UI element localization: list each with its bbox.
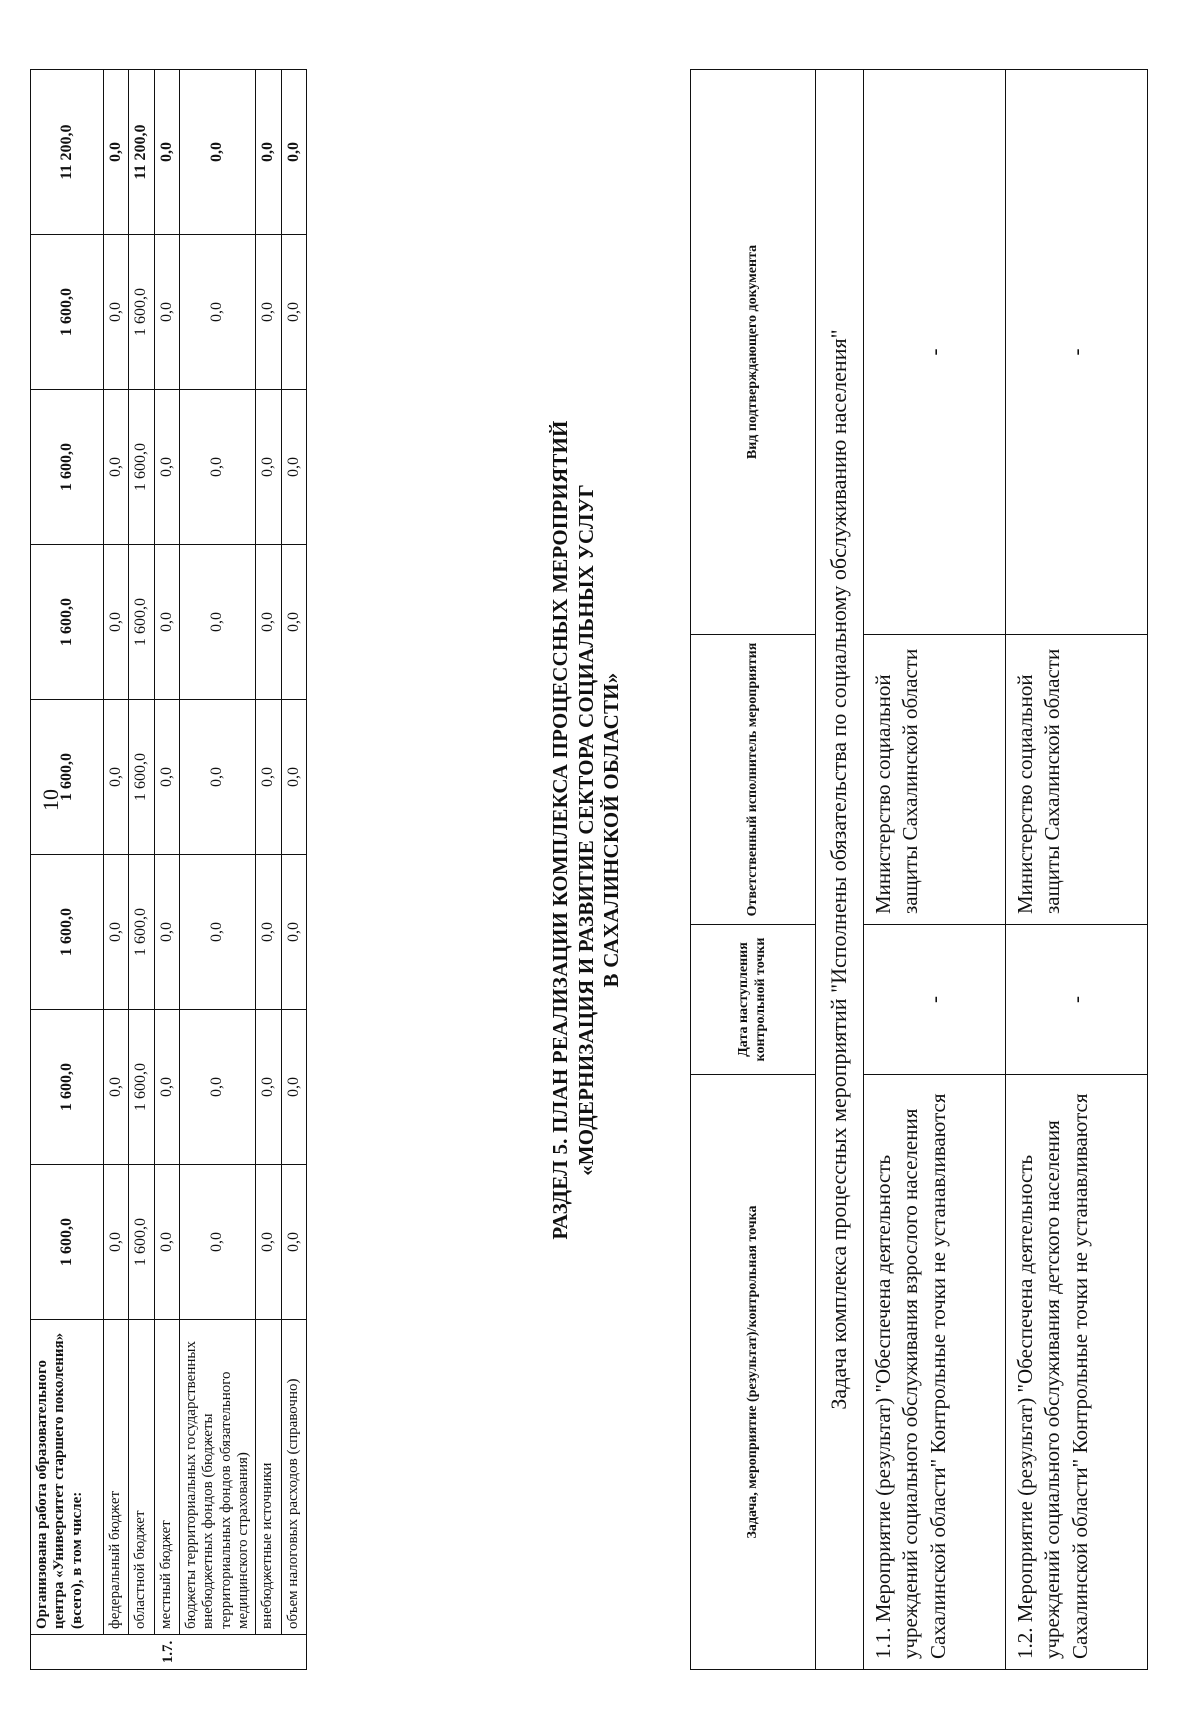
budget-cell: 0,0	[281, 855, 306, 1010]
plan-row	[1006, 70, 1148, 1670]
budget-cell: 1 600,0	[129, 1165, 154, 1320]
budget-cell: 1 600,0	[129, 545, 154, 700]
budget-cell: 0,0	[154, 855, 179, 1010]
budget-cell-total: 0,0	[104, 70, 129, 235]
budget-row-total	[31, 70, 104, 1670]
budget-row-label: областной бюджет	[129, 1320, 154, 1635]
plan-row-document: -	[1006, 70, 1148, 635]
budget-row-label: Организована работа образовательного центра «Университет старшего поколения» (всего), в том числе:	[31, 1320, 104, 1635]
budget-row-label: бюджеты территориальных государственных внебюджетных фондов (бюджеты территориальных фондов обязательного медицинского страхования)	[180, 1320, 256, 1635]
plan-table	[690, 69, 1148, 1670]
budget-cell: 0,0	[104, 1165, 129, 1320]
section-title-line: В САХАЛИНСКОЙ ОБЛАСТИ»	[599, 672, 624, 988]
budget-row-federal	[104, 70, 129, 1670]
budget-cell: 0,0	[256, 700, 281, 855]
plan-row-responsible: Министерство социальной защиты Сахалинской области	[1006, 635, 1148, 925]
budget-row-local	[154, 70, 179, 1670]
budget-cell-total: 0,0	[256, 70, 281, 235]
budget-cell-total: 0,0	[154, 70, 179, 235]
budget-cell-total: 11 200,0	[31, 70, 104, 235]
budget-cell: 0,0	[180, 235, 256, 390]
budget-cell: 1 600,0	[31, 1165, 104, 1320]
budget-cell: 1 600,0	[129, 235, 154, 390]
header-date: Дата наступления контрольной точки	[691, 925, 816, 1075]
budget-cell: 0,0	[104, 855, 129, 1010]
budget-cell: 0,0	[104, 700, 129, 855]
header-responsible: Ответственный исполнитель мероприятия	[691, 635, 816, 925]
budget-cell: 0,0	[256, 545, 281, 700]
budget-row-label: местный бюджет	[154, 1320, 179, 1635]
budget-cell: 0,0	[104, 235, 129, 390]
budget-cell: 0,0	[154, 545, 179, 700]
plan-row-task: 1.2. Мероприятие (результат) "Обеспечена деятельность учреждений социального обслуживания детского населения Сахалинской области" Контрольные точки не устанавливаются	[1006, 1075, 1148, 1670]
budget-row-label: объем налоговых расходов (справочно)	[281, 1320, 306, 1635]
budget-cell: 0,0	[256, 1165, 281, 1320]
plan-row-document: -	[864, 70, 1006, 635]
budget-cell: 1 600,0	[31, 235, 104, 390]
budget-cell: 0,0	[256, 390, 281, 545]
budget-cell: 1 600,0	[31, 700, 104, 855]
budget-cell: 0,0	[180, 390, 256, 545]
budget-row-tax	[281, 70, 306, 1670]
budget-cell: 1 600,0	[129, 855, 154, 1010]
budget-cell: 0,0	[154, 1165, 179, 1320]
budget-row-label: федеральный бюджет	[104, 1320, 129, 1635]
budget-cell: 0,0	[281, 390, 306, 545]
budget-cell: 0,0	[180, 700, 256, 855]
budget-cell: 0,0	[180, 1165, 256, 1320]
budget-cell: 0,0	[180, 545, 256, 700]
page-number: 10	[38, 789, 63, 811]
plan-row-task: 1.1. Мероприятие (результат) "Обеспечена деятельность учреждений социального обслуживания взрослого населения Сахалинской области" Контрольные точки не устанавливаются	[864, 1075, 1006, 1670]
budget-cell: 0,0	[281, 235, 306, 390]
budget-cell: 0,0	[256, 1010, 281, 1165]
budget-cell: 1 600,0	[129, 390, 154, 545]
plan-row-date: -	[1006, 925, 1148, 1075]
budget-cell: 0,0	[281, 1165, 306, 1320]
budget-row-label: внебюджетные источники	[256, 1320, 281, 1635]
budget-cell: 1 600,0	[129, 1010, 154, 1165]
budget-cell: 0,0	[256, 855, 281, 1010]
budget-row-regional	[129, 70, 154, 1670]
plan-row-responsible: Министерство социальной защиты Сахалинской области	[864, 635, 1006, 925]
budget-cell-total: 0,0	[180, 70, 256, 235]
budget-table	[30, 69, 307, 1670]
header-document: Вид подтверждающего документа	[691, 70, 816, 635]
budget-row-index: 1.7.	[31, 1635, 307, 1670]
budget-cell: 0,0	[154, 1010, 179, 1165]
section-title-line: «МОДЕРНИЗАЦИЯ И РАЗВИТИЕ СЕКТОРА СОЦИАЛЬНЫХ УСЛУГ	[573, 484, 598, 1176]
budget-cell: 1 600,0	[31, 1010, 104, 1165]
plan-row-date: -	[864, 925, 1006, 1075]
plan-row	[864, 70, 1006, 1670]
budget-cell: 0,0	[154, 235, 179, 390]
budget-cell: 1 600,0	[31, 390, 104, 545]
header-task: Задача, мероприятие (результат)/контрольная точка	[691, 1075, 816, 1670]
budget-cell: 0,0	[281, 545, 306, 700]
section-title-line: РАЗДЕЛ 5. ПЛАН РЕАЛИЗАЦИИ КОМПЛЕКСА ПРОЦЕССНЫХ МЕРОПРИЯТИЙ	[548, 420, 572, 1240]
budget-cell: 1 600,0	[129, 700, 154, 855]
budget-cell: 0,0	[154, 390, 179, 545]
budget-cell: 0,0	[104, 545, 129, 700]
section-title	[548, 330, 625, 1330]
budget-cell: 0,0	[154, 700, 179, 855]
budget-row-funds	[180, 70, 256, 1670]
budget-row-extrabudget	[256, 70, 281, 1670]
budget-cell-total: 0,0	[281, 70, 306, 235]
plan-table-header	[691, 70, 816, 1670]
budget-cell: 0,0	[281, 1010, 306, 1165]
budget-cell-total: 11 200,0	[129, 70, 154, 235]
budget-cell: 0,0	[104, 1010, 129, 1165]
budget-cell: 0,0	[180, 1010, 256, 1165]
budget-table-body	[31, 70, 307, 1670]
budget-cell: 0,0	[281, 700, 306, 855]
budget-cell: 0,0	[104, 390, 129, 545]
plan-task-row	[816, 70, 864, 1670]
budget-cell: 0,0	[180, 855, 256, 1010]
budget-cell: 1 600,0	[31, 855, 104, 1010]
task-row-text: Задача комплекса процессных мероприятий "Исполнены обязательства по социальному обслуживанию населения"	[816, 70, 864, 1670]
budget-cell: 1 600,0	[31, 545, 104, 700]
budget-cell: 0,0	[256, 235, 281, 390]
